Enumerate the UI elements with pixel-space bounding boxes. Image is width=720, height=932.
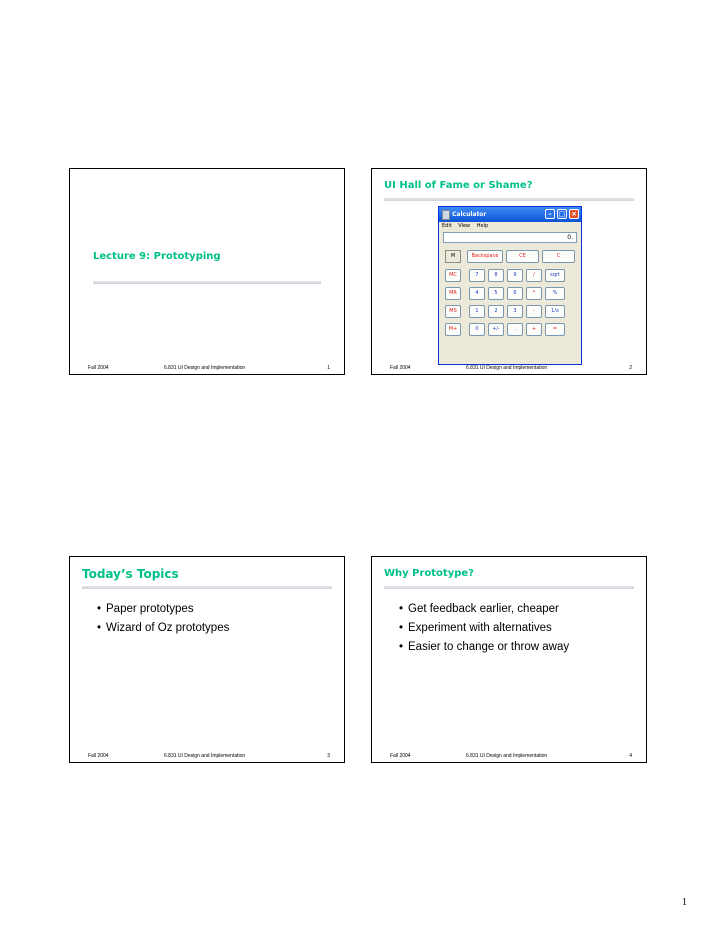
calculator-menubar xyxy=(442,223,493,229)
subtract-button: - xyxy=(526,305,542,318)
title-divider xyxy=(384,586,634,589)
bullet-list xyxy=(97,600,229,638)
clear-button: C xyxy=(542,250,575,263)
decimal-button: . xyxy=(507,323,523,336)
digit-7-button: 7 xyxy=(469,269,485,282)
divide-button: / xyxy=(526,269,542,282)
digit-2-button: 2 xyxy=(488,305,504,318)
slide-2 xyxy=(371,168,647,375)
menu-edit: Edit xyxy=(442,223,452,229)
slide-title: Lecture 9: Prototyping xyxy=(93,251,221,262)
digit-8-button: 8 xyxy=(488,269,504,282)
digit-6-button: 6 xyxy=(507,287,523,300)
list-item: • Wizard of Oz prototypes xyxy=(97,622,230,634)
slide-number: 2 xyxy=(629,365,632,371)
slide-1 xyxy=(69,168,345,375)
menu-view: View xyxy=(458,223,471,229)
digit-4-button: 4 xyxy=(469,287,485,300)
equals-button: = xyxy=(545,323,565,336)
multiply-button: * xyxy=(526,287,542,300)
percent-button: % xyxy=(545,287,565,300)
memory-indicator: M xyxy=(445,250,461,263)
title-divider xyxy=(384,198,634,201)
footer-course: 6.831 UI Design and Implementation xyxy=(164,365,246,371)
digit-3-button: 3 xyxy=(507,305,523,318)
title-divider xyxy=(93,281,321,284)
calculator-titlebar xyxy=(439,207,581,222)
footer-date: Fall 2004 xyxy=(88,753,109,759)
slide-title: Today’s Topics xyxy=(82,567,179,581)
sign-toggle-button: +/- xyxy=(488,323,504,336)
list-item: • Easier to change or throw away xyxy=(399,641,570,653)
clear-entry-button: CE xyxy=(506,250,539,263)
maximize-icon: □ xyxy=(558,210,566,218)
calculator-display: 0. xyxy=(443,232,577,243)
add-button: + xyxy=(526,323,542,336)
slide-title: Why Prototype? xyxy=(384,568,474,579)
slide-number: 4 xyxy=(629,753,632,759)
slide-4 xyxy=(371,556,647,763)
mc-button: MC xyxy=(445,269,461,282)
reciprocal-button: 1/x xyxy=(545,305,565,318)
sqrt-button: sqrt xyxy=(545,269,565,282)
footer-date: Fall 2004 xyxy=(390,753,411,759)
footer-date: Fall 2004 xyxy=(88,365,109,371)
slide-title: UI Hall of Fame or Shame? xyxy=(384,180,533,191)
minimize-icon: – xyxy=(545,209,555,219)
mr-button: MR xyxy=(445,287,461,300)
footer-course: 6.831 UI Design and Implementation xyxy=(466,365,548,371)
slide-number: 3 xyxy=(327,753,330,759)
list-item: • Get feedback earlier, cheaper xyxy=(399,603,559,615)
calculator-app-icon xyxy=(442,210,450,220)
ms-button: MS xyxy=(445,305,461,318)
slide-3 xyxy=(69,556,345,763)
footer-course: 6.831 UI Design and Implementation xyxy=(164,753,246,759)
bullet-list xyxy=(399,600,569,657)
close-icon: × xyxy=(569,209,579,219)
digit-5-button: 5 xyxy=(488,287,504,300)
list-item: • Paper prototypes xyxy=(97,603,194,615)
digit-1-button: 1 xyxy=(469,305,485,318)
backspace-button: Backspace xyxy=(467,250,503,263)
calculator-title: Calculator xyxy=(452,211,487,218)
list-item: • Experiment with alternatives xyxy=(399,622,552,634)
footer-date: Fall 2004 xyxy=(390,365,411,371)
calculator-window xyxy=(438,206,582,365)
page-number: 1 xyxy=(682,897,687,908)
digit-0-button: 0 xyxy=(469,323,485,336)
menu-help: Help xyxy=(476,223,489,229)
m-plus-button: M+ xyxy=(445,323,461,336)
slide-number: 1 xyxy=(327,365,330,371)
footer-course: 6.831 UI Design and Implementation xyxy=(466,753,548,759)
digit-9-button: 9 xyxy=(507,269,523,282)
title-divider xyxy=(82,586,332,589)
